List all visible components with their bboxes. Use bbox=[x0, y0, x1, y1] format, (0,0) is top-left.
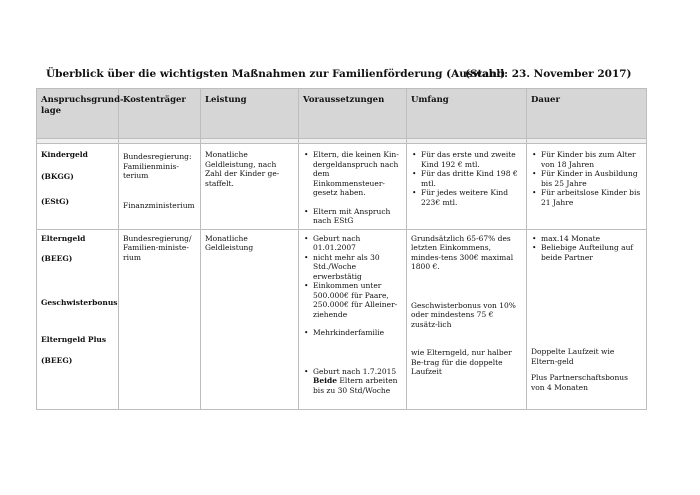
basis-law: (BEEG) bbox=[41, 254, 73, 263]
amount-cell bbox=[407, 229, 527, 409]
basis-law: (BKGG) bbox=[41, 171, 74, 181]
payer-cell bbox=[119, 144, 201, 230]
list-item: • Einkommen unter 500.000€ für Paare, 250.000€ für Alleiner-ziehende bbox=[313, 281, 402, 319]
payer-text: Bundesregierung/ Familien-ministe-rium bbox=[123, 233, 192, 262]
table-header-row bbox=[37, 89, 647, 139]
condition-text: Geburt nach 1.7.2015 bbox=[313, 366, 397, 376]
duration-text: Plus Partnerschaftsbonus von 4 Monaten bbox=[531, 373, 628, 392]
list-item: • Für jedes weitere Kind 223€ mtl. bbox=[421, 188, 522, 207]
payer-cell bbox=[119, 229, 201, 409]
payer-text: Bundesregierung: Familienminis-terium bbox=[123, 152, 192, 180]
list-item: • max.14 Monate bbox=[541, 234, 642, 244]
column-header: Kostenträger bbox=[119, 89, 201, 139]
list-item: • Mehrkinderfamilie bbox=[313, 328, 402, 338]
amount-text: Grundsätzlich 65-67% des letzten Einkommens, mindes-tens 300€ maximal 1800 €. bbox=[411, 233, 514, 271]
table-row bbox=[37, 229, 647, 409]
amount-cell bbox=[407, 144, 527, 230]
list-item: • Für das dritte Kind 198 € mtl. bbox=[421, 169, 522, 188]
basis-cell bbox=[37, 144, 119, 230]
basis-label: Geschwisterbonus bbox=[41, 297, 118, 307]
list-item: • Geburt nach 01.01.2007 bbox=[313, 234, 402, 253]
basis-label: Elterngeld Plus bbox=[41, 335, 107, 344]
conditions-cell bbox=[299, 229, 407, 409]
column-header: Anspruchsgrund-lage bbox=[37, 89, 119, 139]
list-item: • Für arbeitslose Kinder bis 21 Jahre bbox=[541, 188, 642, 207]
column-header: Dauer bbox=[527, 89, 647, 139]
column-header: Umfang bbox=[407, 89, 527, 139]
duration-cell bbox=[527, 144, 647, 230]
duration-cell bbox=[527, 229, 647, 409]
list-item: • Für das erste und zweite Kind 192 € mtl. bbox=[421, 150, 522, 169]
duration-text: Doppelte Laufzeit wie Eltern-geld bbox=[531, 347, 615, 366]
amount-text: wie Elterngeld, nur halber Be-trag für die doppelte Laufzeit bbox=[411, 348, 512, 376]
basis-cell bbox=[37, 229, 119, 409]
list-item: • Für Kinder bis zum Alter von 18 Jahren bbox=[541, 150, 642, 169]
amount-text: Geschwisterbonus von 10% oder mindestens 75 € zusätz-lich bbox=[411, 300, 516, 329]
status-date: (Stand: 23. November 2017) bbox=[465, 68, 632, 80]
payer-text: Finanzministerium bbox=[123, 200, 195, 210]
basis-law: (EStG) bbox=[41, 197, 70, 206]
overview-table bbox=[36, 88, 647, 410]
conditions-cell bbox=[299, 144, 407, 230]
list-item: • Beliebige Aufteilung auf beide Partner bbox=[541, 243, 642, 262]
list-item bbox=[313, 367, 402, 396]
column-header: Leistung bbox=[201, 89, 299, 139]
condition-text: Eltern arbeiten bis zu 30 Std/Woche bbox=[313, 376, 398, 395]
basis-label: Elterngeld bbox=[41, 233, 86, 243]
benefit-text: Monatliche Geldleistung, nach Zahl der Kinder ge-staffelt. bbox=[205, 150, 280, 188]
list-item: • Für Kinder in Ausbildung bis 25 Jahre bbox=[541, 169, 642, 188]
list-item: • nicht mehr als 30 Std./Woche erwerbstätig bbox=[313, 253, 402, 282]
column-header: Voraussetzungen bbox=[299, 89, 407, 139]
list-item: • Eltern, die keinen Kin-dergeldanspruch nach dem Einkommensteuer-gesetz haben. bbox=[313, 150, 402, 198]
page-title: Überblick über die wichtigsten Maßnahmen zur Familienförderung (Auswahl) bbox=[46, 68, 506, 80]
benefit-text: Monatliche Geldleistung bbox=[205, 233, 254, 252]
table-row bbox=[37, 144, 647, 230]
benefit-cell bbox=[201, 144, 299, 230]
condition-emphasis: Beide bbox=[313, 376, 337, 385]
basis-label: Kindergeld bbox=[41, 150, 88, 159]
list-item: • Eltern mit Anspruch nach EStG bbox=[313, 207, 402, 226]
basis-law: (BEEG) bbox=[41, 355, 73, 365]
benefit-cell bbox=[201, 229, 299, 409]
